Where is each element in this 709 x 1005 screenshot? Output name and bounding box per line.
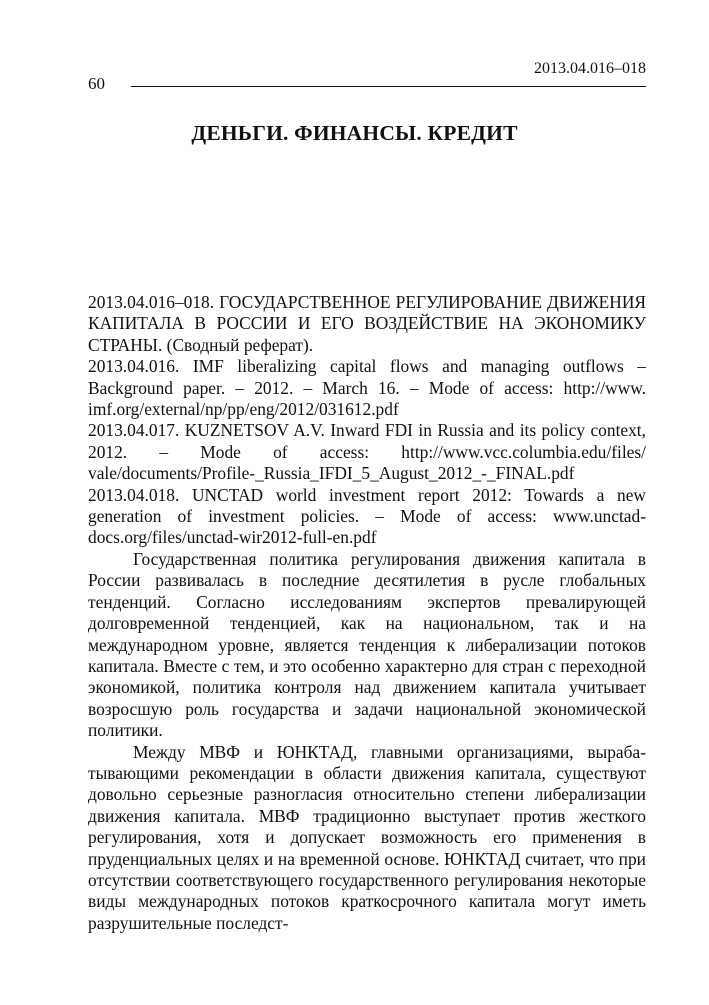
- header-rule: [131, 86, 646, 87]
- section-title: ДЕНЬГИ. ФИНАНСЫ. КРЕДИТ: [191, 121, 518, 145]
- reference-entry: 2013.04.016. IMF liberalizing capital flows and managing outflows – Background paper. – 2012. – March 16. – Mode of access: http://www.​imf.org/external/np/pp/eng/2012/031612.pdf: [88, 356, 646, 420]
- article-body: [88, 292, 646, 934]
- abstract-heading: 2013.04.016–018. ГОСУДАРСТВЕННОЕ РЕГУЛИРОВАНИЕ ДВИЖЕНИЯ КАПИТАЛА В РОССИИ И ЕГО ВОЗДЕЙСТВИЕ НА ЭКОНОМИКУ СТРАНЫ. (Сводный реферат).: [88, 292, 646, 355]
- header-reference-code: 2013.04.016–018: [534, 60, 646, 77]
- page-number: 60: [88, 74, 105, 93]
- reference-entry: 2013.04.018. UNCTAD world investment report 2012: Towards a new generation of investment policies. – Mode of access: www.unctad-​docs.org/files/unctad-wir2012-full-en.pdf: [88, 484, 646, 548]
- body-paragraph: Между МВФ и ЮНКТАД, главными организациями, вырабатывающими рекомендации в области движения капитала, существуют довольно серьезные разногласия относительно степени либерализации движения капитала. МВФ традиционно выступает против жесткого регулирования, хотя и допускает возможность его применения в пруденциальных целях и на временной основе. ЮНКТАД считает, что при отсутствии соответствующего государственного регулирования некоторые виды международных потоков краткосрочного капитала могут иметь разрушительные последст-: [88, 741, 646, 933]
- body-paragraph: Государственная политика регулирования движения капитала в России развивалась в последние десятилетия в русле глобальных тенденций. Согласно исследованиям экспертов превалирующей долговременной тенденцией, как на национальном, так и на международном уровне, является тенденция к либерализации потоков капитала. Вместе с тем, и это особенно характерно для стран с переходной экономикой, политика контроля над движением капитала учитывает возросшую роль государства и задачи национальной экономической политики.: [88, 548, 646, 741]
- reference-entry: 2013.04.017. KUZNETSOV A.V. Inward FDI in Russia and its policy context, 2012. – Mode of access: http://www.vcc.columbia.edu/files/​vale/documents/Profile-_Russia_IFDI_5_August_2012_-_FINAL.pdf: [88, 420, 646, 484]
